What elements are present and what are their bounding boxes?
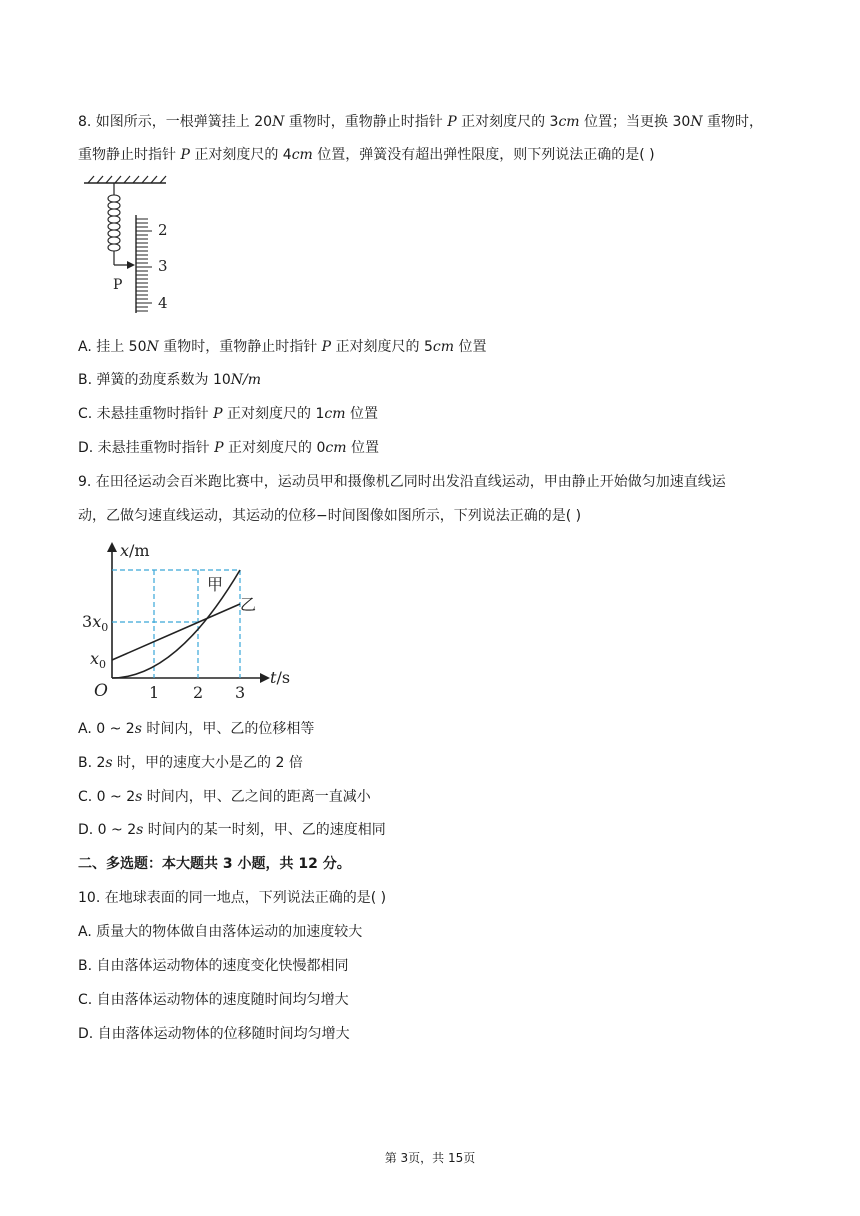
y-tick-x0: $x_0$ — [90, 649, 107, 671]
page-footer: 第 3页，共 15页 — [384, 1151, 476, 1165]
q9-option-d: D. 0 ~ 2s 时间内的某一时刻，甲、乙的速度相同 — [78, 822, 386, 838]
origin-label: O — [94, 681, 108, 701]
ruler-tick-2: 2 — [158, 221, 168, 239]
y-axis-label: x/m — [120, 541, 150, 560]
spring-scale-figure — [80, 175, 190, 320]
pointer-label: P — [113, 277, 123, 293]
q10-option-b: B. 自由落体运动物体的速度变化快慢都相同 — [78, 958, 349, 974]
q10-option-d: D. 自由落体运动物体的位移随时间均匀增大 — [78, 1026, 350, 1042]
y-tick-3x0: $3x_0$ — [82, 612, 109, 634]
q8-stem-line1: 8. 如图所示，一根弹簧挂上 20N 重物时，重物静止时指针 P 正对刻度尺的 3cm 位置；当更换 30N 重物时， — [78, 114, 764, 130]
q10-option-a: A. 质量大的物体做自由落体运动的加速度较大 — [78, 924, 363, 940]
ruler-tick-3: 3 — [158, 257, 168, 275]
label-jia: 甲 — [207, 575, 224, 594]
q8-option-a: A. 挂上 50N 重物时，重物静止时指针 P 正对刻度尺的 5cm 位置 — [78, 339, 487, 355]
q8-stem-line2: 重物静止时指针 P 正对刻度尺的 4cm 位置，弹簧没有超出弹性限度，则下列说法正确的是( ) — [78, 147, 655, 163]
x-tick-2: 2 — [193, 683, 204, 702]
q10-option-c: C. 自由落体运动物体的速度随时间均匀增大 — [78, 992, 349, 1008]
section-heading: 二、多选题：本大题共 3 小题，共 12 分。 — [78, 856, 351, 872]
displacement-time-graph — [80, 538, 300, 706]
q9-option-c: C. 0 ~ 2s 时间内，甲、乙之间的距离一直减小 — [78, 789, 371, 805]
label-yi: 乙 — [240, 595, 257, 614]
q8-option-b: B. 弹簧的劲度系数为 10N/m — [78, 372, 262, 388]
q9-option-a: A. 0 ~ 2s 时间内，甲、乙的位移相等 — [78, 721, 315, 737]
q9-option-b: B. 2s 时，甲的速度大小是乙的 2 倍 — [78, 755, 303, 771]
q8-option-d: D. 未悬挂重物时指针 P 正对刻度尺的 0cm 位置 — [78, 440, 379, 456]
q9-stem-line1: 9. 在田径运动会百米跑比赛中，运动员甲和摄像机乙同时出发沿直线运动，甲由静止开始做匀加速直线运 — [78, 474, 726, 490]
x-axis-label: t/s — [270, 668, 291, 687]
q8-option-c: C. 未悬挂重物时指针 P 正对刻度尺的 1cm 位置 — [78, 406, 378, 422]
ruler-tick-4: 4 — [158, 294, 168, 312]
x-tick-1: 1 — [149, 683, 160, 702]
q9-stem-line2: 动，乙做匀速直线运动，其运动的位移−时间图像如图所示，下列说法正确的是( ) — [78, 508, 582, 524]
x-tick-3: 3 — [235, 683, 246, 702]
q10-stem: 10. 在地球表面的同一地点，下列说法正确的是( ) — [78, 890, 387, 906]
